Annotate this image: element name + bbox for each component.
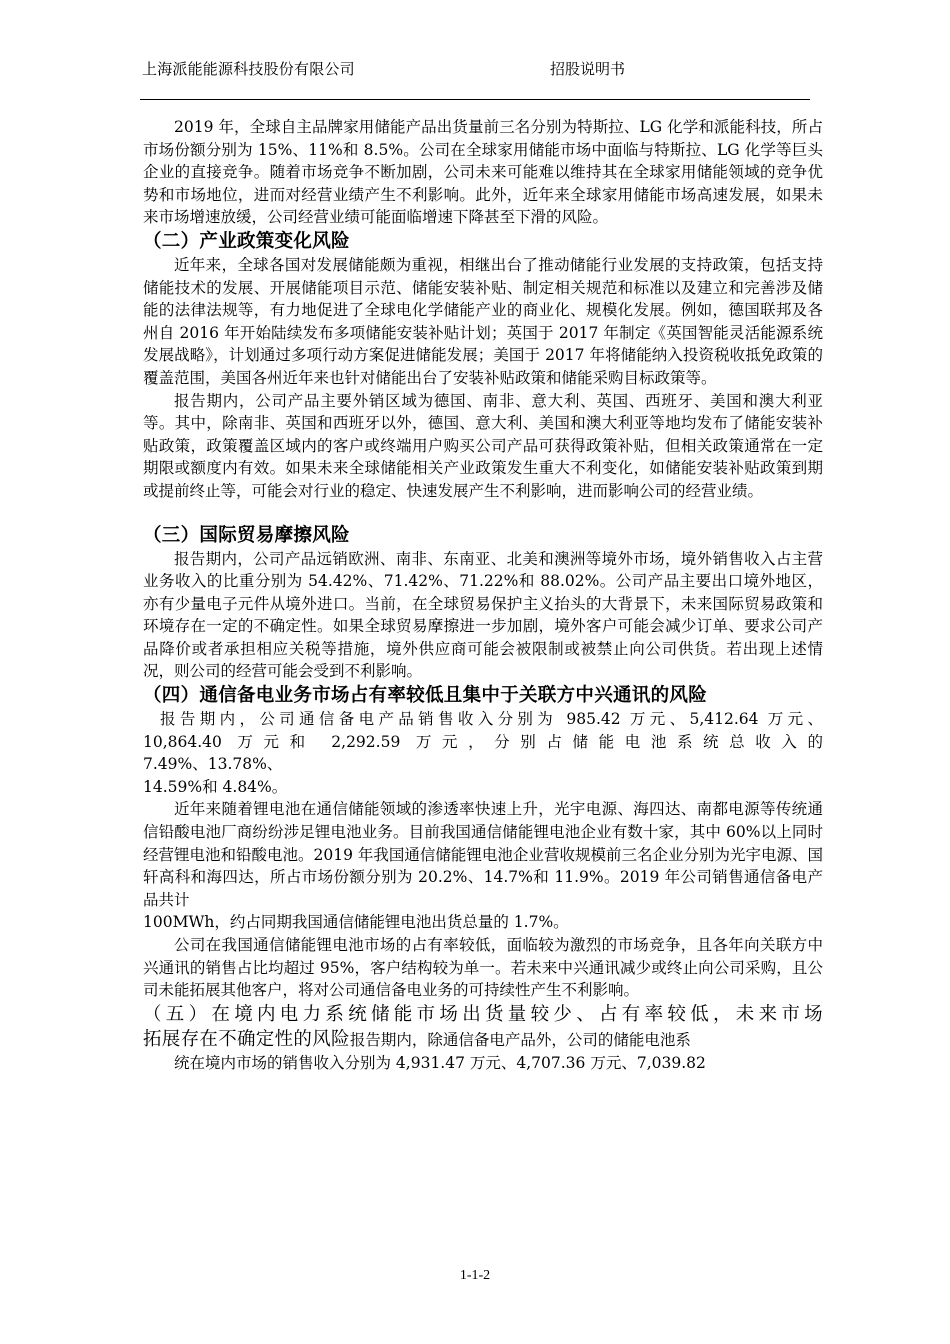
document-type: 招股说明书 [550, 61, 626, 78]
paragraph-industry-policy-2: 报告期内，公司产品主要外销区域为德国、南非、意大利、英国、西班牙、美国和澳大利亚等。其中，除南非、英国和西班牙以外，德国、意大利、美国和澳大利亚等地均发布了储能安装补贴政策，政策覆盖区域内的客户或终端用户购买公司产品可获得政策补贴，但相关政策通常在一定期限或额度内有效。如果未来全球储能相关产业政策发生重大不利变化，如储能安装补贴政策到期或提前终止等，可能会对行业的稳定、快速发展产生不利影响，进而影响公司的经营业绩。 [143, 391, 823, 500]
paragraph-market-competition: 2019 年，全球自主品牌家用储能产品出货量前三名分别为特斯拉、LG 化学和派能科技，所占市场份额分别为 15%、11%和 8.5%。公司在全球家用储能市场中面临与特斯拉、LG 化学等巨头企业的直接竞争。随着市场竞争不断加剧，公司未来可能难以维持其在全球家用储能领域的竞争优势和市场地位，进而对经营业绩产生不利影响。此外，近年来全球家用储能市场高速发展，如果未来市场增速放缓，公司经营业绩可能面临增速下降甚至下滑的风险。 [143, 118, 823, 227]
heading-line: 拓展存在不确定性的风险 [143, 1028, 350, 1050]
paragraph-industry-policy-1: 近年来，全球各国对发展储能颇为重视，相继出台了推动储能行业发展的支持政策，包括支持储能技术的发展、开展储能项目示范、储能安装补贴、制定相关规范和标准以及建立和完善涉及储能的法律法规等，有力地促进了全球电化学储能产业的商业化、规模化发展。例如，德国联邦及各州自 2016 年开始陆续发布多项储能安装补贴计划；英国于 2017 年制定《英国智能灵活能源系统发展战略》，计划通过多项行动方案促进储能发展；美国于 2017 年将储能纳入投资税收抵免政策的覆盖范围，美国各州近年来也针对储能出台了安装补贴政策和储能采购目标政策等。 [143, 255, 823, 387]
paragraph-telecom-revenue [143, 708, 823, 798]
section-heading-telecom-backup: （四）通信备电业务市场占有率较低且集中于关联方中兴通讯的风险 [143, 685, 708, 707]
section-heading-domestic-power [143, 1002, 823, 1027]
paragraph-trade-friction: 报告期内，公司产品远销欧洲、南非、东南亚、北美和澳洲等境外市场，境外销售收入占主营业务收入的比重分别为 54.42%、71.42%、71.22%和 88.02%。公司产品主要出口境外地区，亦有少量电子元件从境外进口。当前，在全球贸易保护主义抬头的大背景下，未来国际贸易政策和环境存在一定的不确定性。如果全球贸易摩擦进一步加剧，境外客户可能会减少订单、要求公司产品降价或者承担相应关税等措施，境外供应商可能会被限制或被禁止向公司供货。若出现上述情况，则公司的经营可能会受到不利影响。 [143, 549, 823, 681]
text-line: 7.49%、13.78%、 [143, 755, 283, 774]
page-number: 1-1-2 [459, 1268, 491, 1283]
section-heading-domestic-power-cont [143, 1027, 823, 1052]
paragraph-domestic-power-start: 报告期内，除通信备电产品外，公司的储能电池系 [349, 1030, 691, 1049]
section-heading-trade-friction: （三）国际贸易摩擦风险 [143, 524, 350, 546]
paragraph-telecom-share: 100MWh，约占同期我国通信储能锂电池出货总量的 1.7%。 [143, 913, 569, 932]
paragraph-domestic-power-cont: 统在境内市场的销售收入分别为 4,931.47 万元、4,707.36 万元、7,039.82 [174, 1053, 706, 1072]
paragraph-telecom-concentration: 公司在我国通信储能锂电池市场的占有率较低，面临较为激烈的市场竞争，且各年向关联方中兴通讯的销售占比均超过 95%，客户结构较为单一。若未来中兴通讯减少或终止向公司采购，且公司未能拓展其他客户，将对公司通信备电业务的可持续性产生不利影响。 [143, 936, 823, 1000]
paragraph-telecom-lithium: 近年来随着锂电池在通信储能领域的渗透率快速上升，光宇电源、海四达、南都电源等传统通信铅酸电池厂商纷纷涉足锂电池业务。目前我国通信储能锂电池企业有数十家，其中 60%以上同时经营锂电池和铅酸电池。2019 年我国通信储能锂电池企业营收规模前三名企业分别为光宇电源、国轩高科和海四达，所占市场份额分别为 20.2%、14.7%和 11.9%。2019 年公司销售通信备电产品共计 [143, 800, 823, 909]
page-header [142, 58, 810, 98]
header-divider [140, 99, 810, 100]
company-name: 上海派能能源科技股份有限公司 [142, 61, 355, 78]
spacer [143, 503, 823, 523]
text-line: 报告期内，公司通信备电产品销售收入分别为 985.42 万元、5,412.64 万元、 [160, 710, 823, 729]
document-body [143, 116, 823, 1074]
text-line: 10,864.40 万元和 2,292.59 万元，分别占储能电池系统总收入的 [143, 732, 823, 751]
text-line: 14.59%和 4.84%。 [143, 777, 288, 796]
heading-line: （五）在境内电力系统储能市场出货量较少、占有率较低，未来市场 [143, 1003, 823, 1025]
section-heading-industry-policy: （二）产业政策变化风险 [143, 230, 350, 252]
